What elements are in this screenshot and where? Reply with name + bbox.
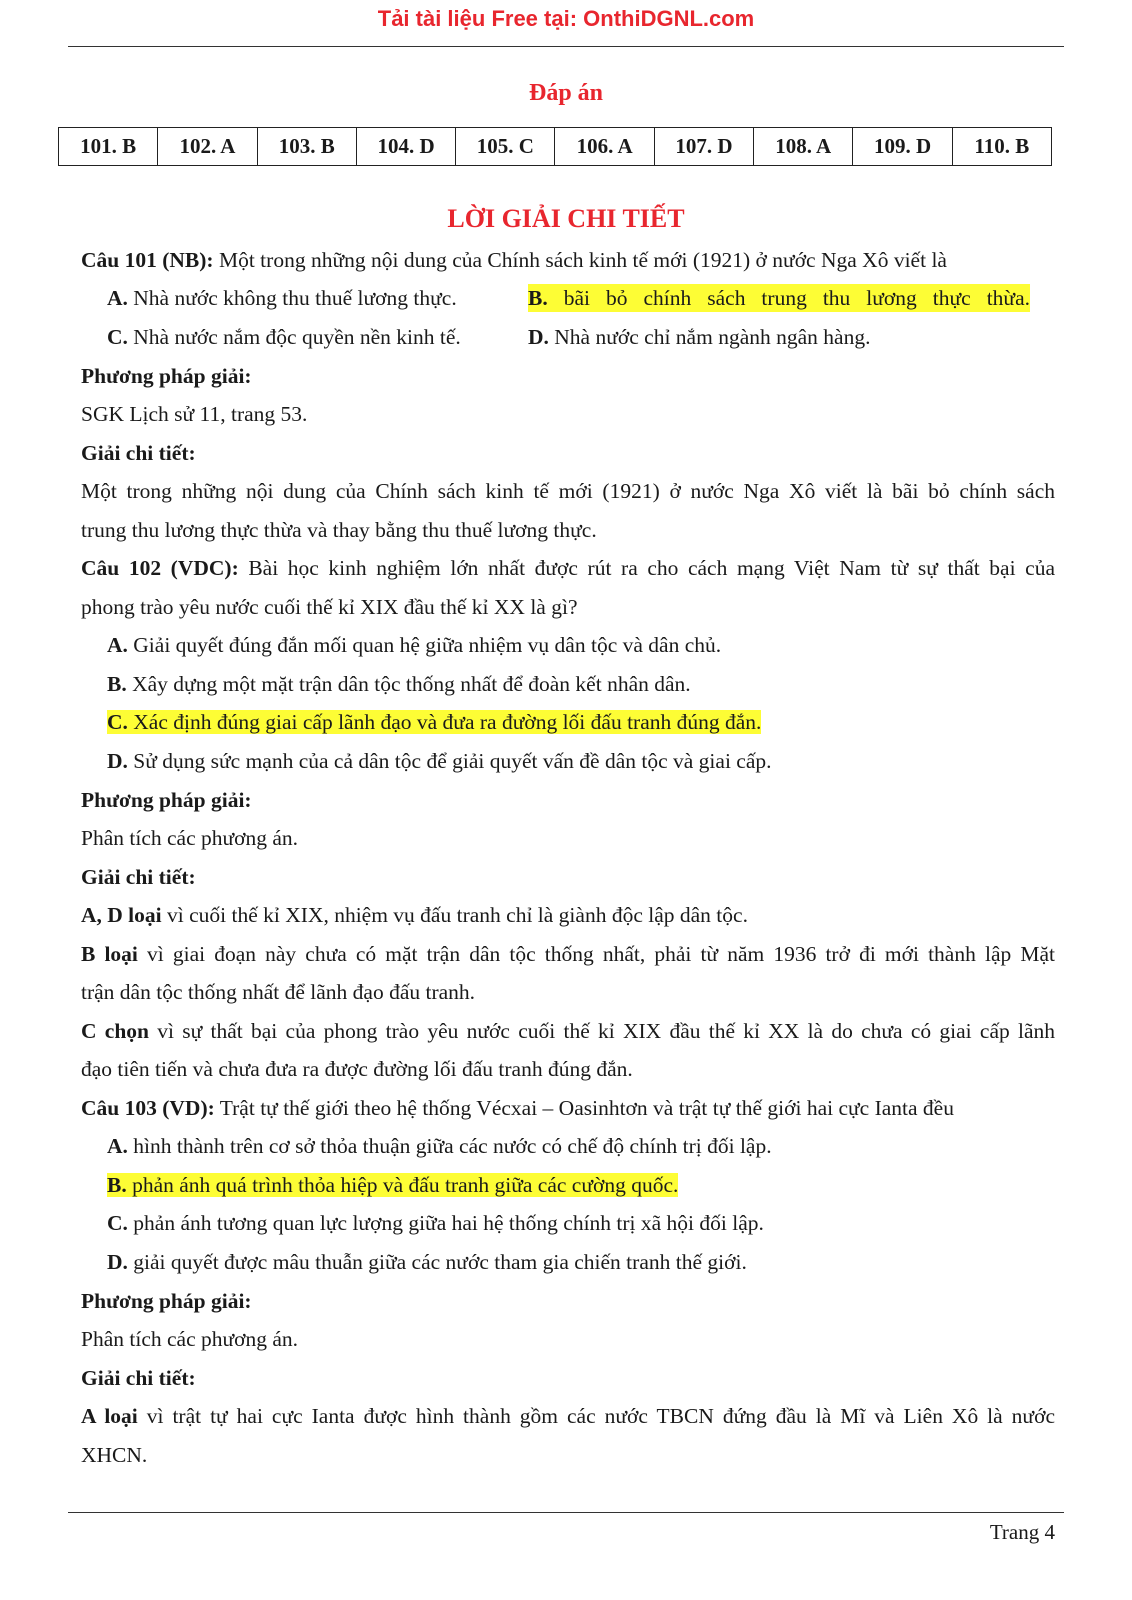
option-c: C. Nhà nước nắm độc quyền nền kinh tế. (107, 325, 461, 349)
detail-text: A loại vì trật tự hai cực Ianta được hình thành gồm các nước TBCN đứng đầu là Mĩ và Liên Xô là nước (81, 1404, 1055, 1428)
answer-key-title: Đáp án (528, 80, 604, 106)
option-d: D. Nhà nước chỉ nắm ngành ngân hàng. (528, 325, 871, 349)
option-c: C. phản ánh tương quan lực lượng giữa hai hệ thống chính trị xã hội đối lập. (107, 1211, 764, 1235)
detail-heading: Giải chi tiết: (81, 1366, 196, 1390)
method-text: Phân tích các phương án. (81, 1327, 299, 1351)
detail-text: B loại vì giai đoạn này chưa có mặt trận dân tộc thống nhất, phải từ năm 1936 trở đi mới thành lập Mặt (81, 942, 1055, 966)
question-label: Câu 101 (NB): (81, 248, 214, 272)
question-101-stem (81, 246, 1055, 274)
method-text: Phân tích các phương án. (81, 826, 299, 850)
answer-key-table (58, 127, 1052, 166)
detail-text: XHCN. (81, 1443, 148, 1467)
option-d: D. Sử dụng sức mạnh của cả dân tộc để giải quyết vấn đề dân tộc và giai cấp. (107, 749, 772, 773)
answer-cell: 106. A (555, 128, 654, 166)
section-title: LỜI GIẢI CHI TIẾT (447, 204, 685, 233)
detail-text: C chọn vì sự thất bại của phong trào yêu nước cuối thế kỉ XIX đầu thế kỉ XX là do chưa có giai cấp lãnh (81, 1019, 1056, 1043)
option-d: D. giải quyết được mâu thuẫn giữa các nước tham gia chiến tranh thế giới. (107, 1250, 747, 1274)
answer-cell: 108. A (754, 128, 853, 166)
answer-cell: 105. C (456, 128, 555, 166)
answer-key-row (59, 128, 1052, 166)
option-c-correct: C. Xác định đúng giai cấp lãnh đạo và đưa ra đường lối đấu tranh đúng đắn. (107, 710, 762, 734)
answer-cell: 110. B (952, 128, 1051, 166)
method-heading: Phương pháp giải: (81, 364, 252, 388)
detail-heading: Giải chi tiết: (81, 441, 196, 465)
question-label: Câu 102 (VDC): (81, 556, 239, 580)
site-banner: Tải tài liệu Free tại: OnthiDGNL.com (377, 6, 755, 31)
question-text: Bài học kinh nghiệm lớn nhất được rút ra cho cách mạng Việt Nam từ sự thất bại của (238, 556, 1055, 580)
question-label: Câu 103 (VD): (81, 1096, 215, 1120)
answer-cell: 107. D (654, 128, 753, 166)
option-a: A. Nhà nước không thu thuế lương thực. (107, 286, 457, 310)
answer-cell: 101. B (59, 128, 158, 166)
answer-cell: 102. A (158, 128, 257, 166)
question-text: phong trào yêu nước cuối thế kỉ XIX đầu thế kỉ XX là gì? (81, 595, 578, 619)
header-divider (68, 46, 1064, 47)
option-a: A. Giải quyết đúng đắn mối quan hệ giữa nhiệm vụ dân tộc và dân chủ. (107, 633, 722, 657)
method-text: SGK Lịch sử 11, trang 53. (81, 402, 308, 426)
detail-text: Một trong những nội dung của Chính sách kinh tế mới (1921) ở nước Nga Xô viết là bãi bỏ chính sách (81, 479, 1055, 503)
option-b: B. Xây dựng một mặt trận dân tộc thống nhất để đoàn kết nhân dân. (107, 672, 691, 696)
detail-text: trung thu lương thực thừa và thay bằng thu thuế lương thực. (81, 518, 597, 542)
question-103-stem (81, 1094, 1055, 1122)
option-b-correct: B. bãi bỏ chính sách trung thu lương thực thừa. (528, 286, 1030, 310)
page-number: Trang 4 (989, 1520, 1055, 1544)
answer-cell: 104. D (356, 128, 455, 166)
question-102-stem (81, 554, 1055, 582)
question-text: Trật tự thế giới theo hệ thống Vécxai – Oasinhtơn và trật tự thế giới hai cực Ianta đều (214, 1096, 954, 1120)
detail-text: trận dân tộc thống nhất để lãnh đạo đấu tranh. (81, 980, 476, 1004)
option-b-correct: B. phản ánh quá trình thỏa hiệp và đấu tranh giữa các cường quốc. (107, 1173, 679, 1197)
answer-cell: 103. B (257, 128, 356, 166)
detail-text: đạo tiên tiến và chưa đưa ra được đường lối đấu tranh đúng đắn. (81, 1057, 633, 1081)
answer-cell: 109. D (853, 128, 952, 166)
method-heading: Phương pháp giải: (81, 788, 252, 812)
detail-text: A, D loại vì cuối thế kỉ XIX, nhiệm vụ đấu tranh chỉ là giành độc lập dân tộc. (81, 903, 748, 927)
method-heading: Phương pháp giải: (81, 1289, 252, 1313)
detail-heading: Giải chi tiết: (81, 865, 196, 889)
option-a: A. hình thành trên cơ sở thỏa thuận giữa các nước có chế độ chính trị đối lập. (107, 1134, 772, 1158)
question-text: Một trong những nội dung của Chính sách kinh tế mới (1921) ở nước Nga Xô viết là (213, 248, 947, 272)
footer-divider (68, 1512, 1064, 1513)
